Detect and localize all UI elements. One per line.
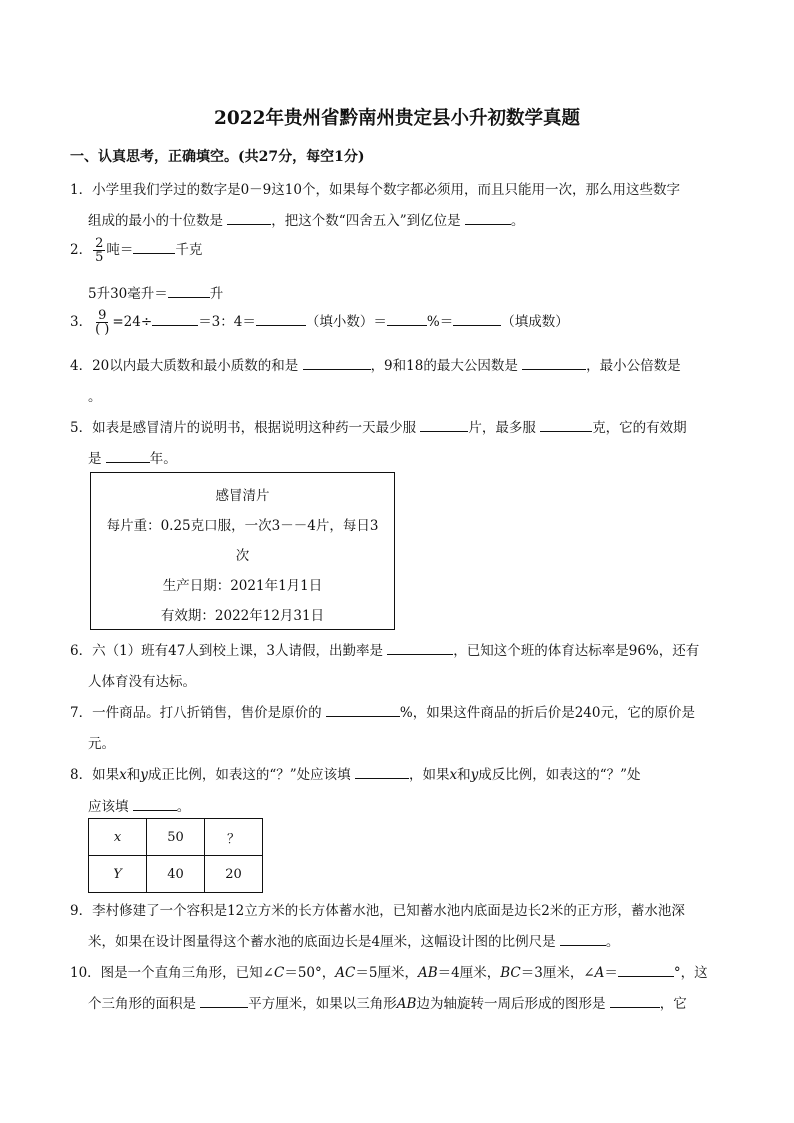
proportion-table (88, 818, 263, 893)
q2-line2-text-a: 5升30毫升＝ (88, 286, 168, 302)
q2-line2 (88, 282, 223, 302)
q7-text-b: %，如果这件商品的折后价是240元，它的原价是 (399, 705, 695, 721)
medicine-dosage: 每片重：0.25克口服，一次3－－4片，每日3 (106, 518, 379, 534)
q1-text-b: ，把这个数“四舍五入”到亿位是 (271, 213, 465, 229)
q10-angle-c: C (274, 965, 285, 981)
q2-blank-2[interactable] (168, 283, 210, 298)
q5-text-b: 片，最多服 (468, 420, 541, 436)
q1-blank-2[interactable] (465, 210, 511, 225)
q8-text-c: ，如果 (408, 767, 450, 783)
q7-line2: 元。 (88, 736, 115, 752)
q3-text-c: （填小数）＝ (305, 314, 387, 330)
q8-var-x-2: x (449, 767, 458, 783)
q2-frac-den: 5 (95, 250, 104, 265)
q2-text-b: 千克 (175, 242, 203, 258)
medicine-label-box (90, 472, 395, 630)
q6-line1 (70, 639, 699, 659)
q3-blank-3[interactable] (387, 311, 427, 326)
table-cell: 40 (147, 856, 205, 893)
table-row (89, 819, 263, 856)
q4-text-b: ，9和18的最大公因数是 (370, 358, 523, 374)
q6-line2: 人体育没有达标。 (88, 674, 196, 690)
q2-line1 (70, 237, 202, 264)
q8-line2-text-a: 应该填 (88, 799, 133, 815)
q5-line2-text-a: 是 (88, 451, 106, 467)
q10-text-g: °，这 (673, 965, 708, 981)
medicine-production-date: 生产日期：2021年1月1日 (162, 578, 323, 594)
q8-and: 和 (126, 767, 141, 783)
q7-blank-1[interactable] (326, 702, 400, 717)
q8-text-b: 成正比例，如表这的“？”处应该填 (147, 767, 355, 783)
q10-blank-3[interactable] (610, 993, 660, 1008)
table-cell: ？ (205, 819, 263, 856)
q10-text-d: ＝4厘米， (437, 965, 501, 981)
q10-side-ab: AB (417, 965, 438, 981)
page-title: 2022年贵州省黔南州贵定县小升初数学真题 (214, 108, 580, 129)
q10-side-ac: AC (335, 965, 356, 981)
q5-text-a: 5．如表是感冒清片的说明书，根据说明这种药一天最少服 (70, 420, 421, 436)
q10-angle-a: A (594, 965, 605, 981)
q2-fraction (93, 237, 105, 264)
q3-number: 3． (70, 314, 93, 330)
table-row (89, 856, 263, 893)
q8-blank-1[interactable] (355, 764, 409, 779)
q8-line2-text-b: 。 (176, 799, 191, 815)
q5-line2-text-b: 年。 (149, 451, 177, 467)
q10-line2-text-a: 个三角形的面积是 (88, 996, 201, 1012)
q3-blank-2[interactable] (256, 311, 306, 326)
q3-blank-4[interactable] (453, 311, 501, 326)
q5-line2 (88, 447, 177, 467)
q6-text-a: 6．六（1）班有47人到校上课，3人请假，出勤率是 (70, 643, 388, 659)
q4-line2: 。 (88, 389, 102, 405)
medicine-dosage-cont: 次 (235, 548, 250, 564)
q6-blank-1[interactable] (387, 640, 453, 655)
q10-line2-text-d: ，它 (659, 996, 687, 1012)
q2-frac-num: 2 (95, 236, 104, 251)
q8-line2 (88, 795, 190, 815)
table-cell: 50 (147, 819, 205, 856)
q5-blank-2[interactable] (540, 417, 592, 432)
q9-text-a: 米，如果在设计图量得这个蓄水池的底面边长是4厘米，这幅设计图的比例尺是 (88, 934, 560, 950)
q4-blank-1[interactable] (303, 355, 371, 370)
q5-blank-1[interactable] (420, 417, 468, 432)
q10-line2-text-b: 平方厘米，如果以三角形 (248, 996, 397, 1012)
q10-side-bc: BC (500, 965, 521, 981)
q3-text-a: =24÷ (112, 314, 153, 330)
q4-text-a: 4．20以内最大质数和最小质数的和是 (70, 358, 303, 374)
q2-blank-1[interactable] (133, 239, 175, 254)
q4-blank-2[interactable] (522, 355, 586, 370)
q10-text-f: ＝ (604, 965, 618, 981)
q1-line2 (88, 209, 524, 229)
section-heading: 一、认真思考，正确填空。(共27分，每空1分) (70, 149, 365, 165)
q9-text-b: 。 (605, 934, 620, 950)
q10-text-b: ＝50°， (284, 965, 336, 981)
q3-text-e: （填成数） (501, 314, 569, 330)
medicine-expiry-date: 有效期：2022年12月31日 (160, 608, 325, 624)
q1-text-a: 组成的最小的十位数是 (88, 213, 228, 229)
q10-line2 (88, 992, 687, 1012)
q10-blank-2[interactable] (200, 993, 248, 1008)
q2-line2-text-b: 升 (209, 286, 224, 302)
table-cell: Y (89, 856, 147, 893)
q1-blank-1[interactable] (227, 210, 271, 225)
q3-line (70, 309, 569, 336)
q8-line1 (70, 763, 641, 783)
q3-frac-den: ( ) (95, 322, 110, 337)
q4-text-c: ，最小公倍数是 (586, 358, 681, 374)
q9-blank-1[interactable] (560, 931, 606, 946)
q9-line1: 9．李村修建了一个容积是12立方米的长方体蓄水池，已知蓄水池内底面是边长2米的正方形，蓄水池深 (70, 903, 685, 919)
q8-and-2: 和 (457, 767, 471, 783)
q10-line1 (70, 961, 708, 981)
q5-blank-3[interactable] (106, 448, 150, 463)
q10-line2-text-c: 边为轴旋转一周后形成的图形是 (416, 996, 610, 1012)
q5-line1 (70, 416, 687, 436)
table-cell: x (89, 819, 147, 856)
q8-var-y-2: y (470, 767, 479, 783)
q2-number: 2． (70, 242, 93, 258)
table-cell: 20 (205, 856, 263, 893)
q9-line2 (88, 930, 619, 950)
q8-blank-2[interactable] (133, 796, 177, 811)
q10-text-e: ＝3厘米，∠ (520, 965, 595, 981)
q1-line1: 1．小学里我们学过的数字是0－9这10个，如果每个数字都必须用，而且只能用一次，那么用这些数字 (70, 182, 680, 198)
medicine-name: 感冒清片 (215, 488, 270, 504)
q4-line1 (70, 354, 681, 374)
q5-text-c: 克，它的有效期 (592, 420, 687, 436)
q8-var-y: y (140, 767, 148, 783)
q2-text-a: 吨＝ (106, 242, 134, 258)
q10-axis-ab: AB (396, 996, 417, 1012)
q3-frac-num: 9 (98, 308, 107, 323)
q8-text-d: 成反比例，如表这的“？”处 (478, 767, 641, 783)
q7-text-a: 7．一件商品。打八折销售，售价是原价的 (70, 705, 326, 721)
q6-text-b: ，已知这个班的体育达标率是96%，还有 (453, 643, 700, 659)
q3-text-d: %＝ (426, 314, 454, 330)
q10-blank-1[interactable] (618, 962, 674, 977)
q8-var-x: x (119, 767, 127, 783)
q10-text-a: 10．图是一个直角三角形，已知∠ (70, 965, 274, 981)
q7-line1 (70, 701, 695, 721)
q10-text-c: ＝5厘米， (355, 965, 418, 981)
q3-fraction (93, 309, 111, 336)
q8-text-a: 8．如果 (70, 767, 120, 783)
q3-text-b: ＝3：4＝ (198, 314, 256, 330)
q1-text-c: 。 (510, 213, 525, 229)
q3-blank-1[interactable] (152, 311, 198, 326)
